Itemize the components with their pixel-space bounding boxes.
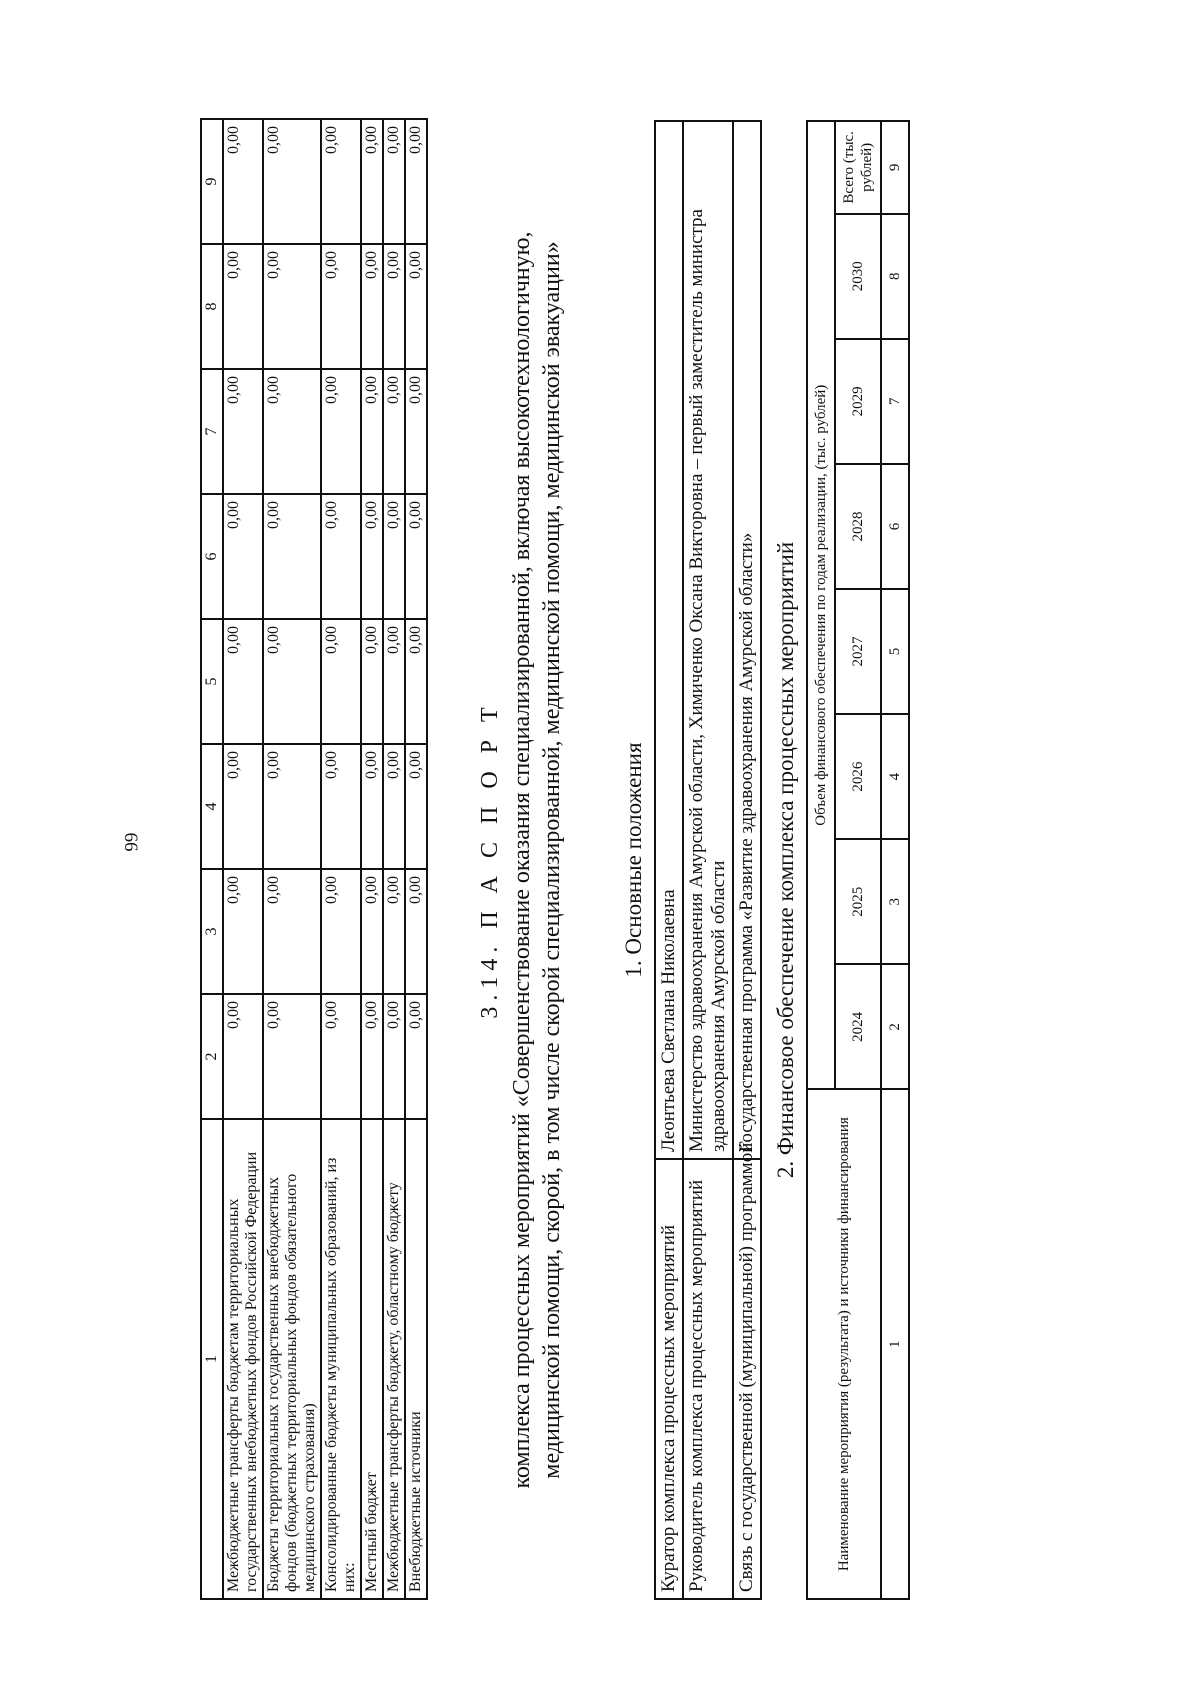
row-value: 0,00 <box>263 494 321 619</box>
row-value: 0,00 <box>405 244 427 369</box>
row-value: 0,00 <box>383 369 405 494</box>
column-number: 6 <box>201 494 223 619</box>
table-row <box>361 119 383 1599</box>
row-label: Бюджеты территориальных государственных внебюджетных фондов (бюджетных территориальных фондов обязательного медицинского страхования) <box>263 1119 321 1599</box>
row-value: 0,00 <box>223 244 263 369</box>
column-number: 8 <box>201 244 223 369</box>
row-value: 0,00 <box>223 619 263 744</box>
basic-provisions-table <box>654 120 762 1600</box>
row-label: Консолидированные бюджеты муниципальных образований, из них: <box>321 1119 361 1599</box>
table-header-row <box>201 119 223 1599</box>
financing-sources-table <box>200 118 428 1600</box>
page-number: 66 <box>120 832 141 852</box>
row-value: 0,00 <box>321 494 361 619</box>
row-label: Местный бюджет <box>361 1119 383 1599</box>
row-value: 0,00 <box>405 369 427 494</box>
table-header-row <box>807 121 835 1599</box>
header-year: 2028 <box>835 464 881 589</box>
column-number: 3 <box>881 839 909 964</box>
row-value: 0,00 <box>223 869 263 994</box>
section-2-title: 2. Финансовое обеспечение комплекса процессных мероприятий <box>773 541 798 1179</box>
row-value: 0,00 <box>405 494 427 619</box>
row-value: Государственная программа «Развитие здравоохранения Амурской области» <box>733 121 761 1159</box>
header-financing-volume: Объем финансового обеспечения по годам реализации, (тыс. рублей) <box>807 121 835 1089</box>
passport-subtitle-line-1: комплекса процессных мероприятий «Совершенствование оказания специализированной, включая высокотехнологичную, <box>509 231 535 1489</box>
row-value: 0,00 <box>321 994 361 1119</box>
row-value: 0,00 <box>361 619 383 744</box>
header-year: 2030 <box>835 214 881 339</box>
row-value: 0,00 <box>263 244 321 369</box>
row-value: 0,00 <box>383 494 405 619</box>
header-year: 2027 <box>835 589 881 714</box>
column-number: 2 <box>201 994 223 1119</box>
row-value: 0,00 <box>383 744 405 869</box>
header-year: 2025 <box>835 839 881 964</box>
column-number: 4 <box>201 744 223 869</box>
row-value: 0,00 <box>361 494 383 619</box>
column-number: 1 <box>881 1089 909 1599</box>
row-value: 0,00 <box>321 369 361 494</box>
column-number: 9 <box>881 121 909 214</box>
row-value: 0,00 <box>321 619 361 744</box>
section-financial-support <box>770 120 910 1600</box>
column-number: 5 <box>201 619 223 744</box>
table-row <box>263 119 321 1599</box>
row-value: 0,00 <box>405 994 427 1119</box>
passport-subtitle-line-2: медицинской помощи, скорой, в том числе скорой специализированной, медицинской помощи, медицинской эвакуации» <box>539 241 565 1479</box>
row-value: 0,00 <box>321 869 361 994</box>
row-label: Межбюджетные трансферты бюджету, областному бюджету <box>383 1119 405 1599</box>
row-label: Куратор комплекса процессных мероприятий <box>655 1159 683 1599</box>
row-value: 0,00 <box>223 119 263 244</box>
row-label: Внебюджетные источники <box>405 1119 427 1599</box>
row-value: Леонтьева Светлана Николаевна <box>655 121 683 1159</box>
row-label: Руководитель комплекса процессных мероприятий <box>683 1159 733 1599</box>
row-label: Межбюджетные трансферты бюджетам территориальных государственных внебюджетных фондов Российской Федерации <box>223 1119 263 1599</box>
row-value: 0,00 <box>321 119 361 244</box>
header-year: 2029 <box>835 339 881 464</box>
row-value: 0,00 <box>263 369 321 494</box>
row-value: 0,00 <box>263 119 321 244</box>
section-basic-provisions <box>618 120 762 1600</box>
row-value: 0,00 <box>361 369 383 494</box>
table-row <box>655 121 683 1599</box>
row-value: 0,00 <box>405 119 427 244</box>
row-value: 0,00 <box>263 869 321 994</box>
column-number: 5 <box>881 589 909 714</box>
column-number: 9 <box>201 119 223 244</box>
row-value: 0,00 <box>383 994 405 1119</box>
row-value: 0,00 <box>405 619 427 744</box>
table-row <box>405 119 427 1599</box>
row-value: 0,00 <box>223 744 263 869</box>
column-number: 4 <box>881 714 909 839</box>
column-number: 2 <box>881 964 909 1089</box>
row-value: 0,00 <box>361 869 383 994</box>
row-value: 0,00 <box>223 994 263 1119</box>
passport-heading <box>475 120 567 1600</box>
row-value: 0,00 <box>361 244 383 369</box>
table-row <box>683 121 733 1599</box>
row-value: 0,00 <box>361 994 383 1119</box>
row-label: Связь с государственной (муниципальной) программой <box>733 1159 761 1599</box>
table-row <box>383 119 405 1599</box>
column-number: 7 <box>881 339 909 464</box>
row-value: Министерство здравоохранения Амурской области, Химиченко Оксана Викторовна – первый заместитель министра здравоохранения Амурской области <box>683 121 733 1159</box>
header-activity-name: Наименование мероприятия (результата) и источники финансирования <box>807 1089 881 1599</box>
row-value: 0,00 <box>263 744 321 869</box>
header-year: 2024 <box>835 964 881 1089</box>
table-number-row <box>881 121 909 1599</box>
row-value: 0,00 <box>383 619 405 744</box>
table-row <box>223 119 263 1599</box>
column-number: 8 <box>881 214 909 339</box>
row-value: 0,00 <box>405 869 427 994</box>
header-year: 2026 <box>835 714 881 839</box>
section-1-title: 1. Основные положения <box>621 742 646 978</box>
financial-support-table <box>806 120 910 1600</box>
row-value: 0,00 <box>405 744 427 869</box>
row-value: 0,00 <box>263 994 321 1119</box>
row-value: 0,00 <box>361 744 383 869</box>
financing-sources-table-container <box>200 120 428 1600</box>
row-value: 0,00 <box>383 869 405 994</box>
column-number: 1 <box>201 1119 223 1599</box>
row-value: 0,00 <box>223 369 263 494</box>
column-number: 7 <box>201 369 223 494</box>
passport-title: 3.14. П А С П О Р Т <box>477 701 503 1019</box>
header-total: Всего (тыс. рублей) <box>835 121 881 214</box>
row-value: 0,00 <box>383 119 405 244</box>
row-value: 0,00 <box>383 244 405 369</box>
column-number: 3 <box>201 869 223 994</box>
row-value: 0,00 <box>321 244 361 369</box>
table-row <box>733 121 761 1599</box>
row-value: 0,00 <box>223 494 263 619</box>
column-number: 6 <box>881 464 909 589</box>
row-value: 0,00 <box>263 619 321 744</box>
table-row <box>321 119 361 1599</box>
row-value: 0,00 <box>361 119 383 244</box>
row-value: 0,00 <box>321 744 361 869</box>
